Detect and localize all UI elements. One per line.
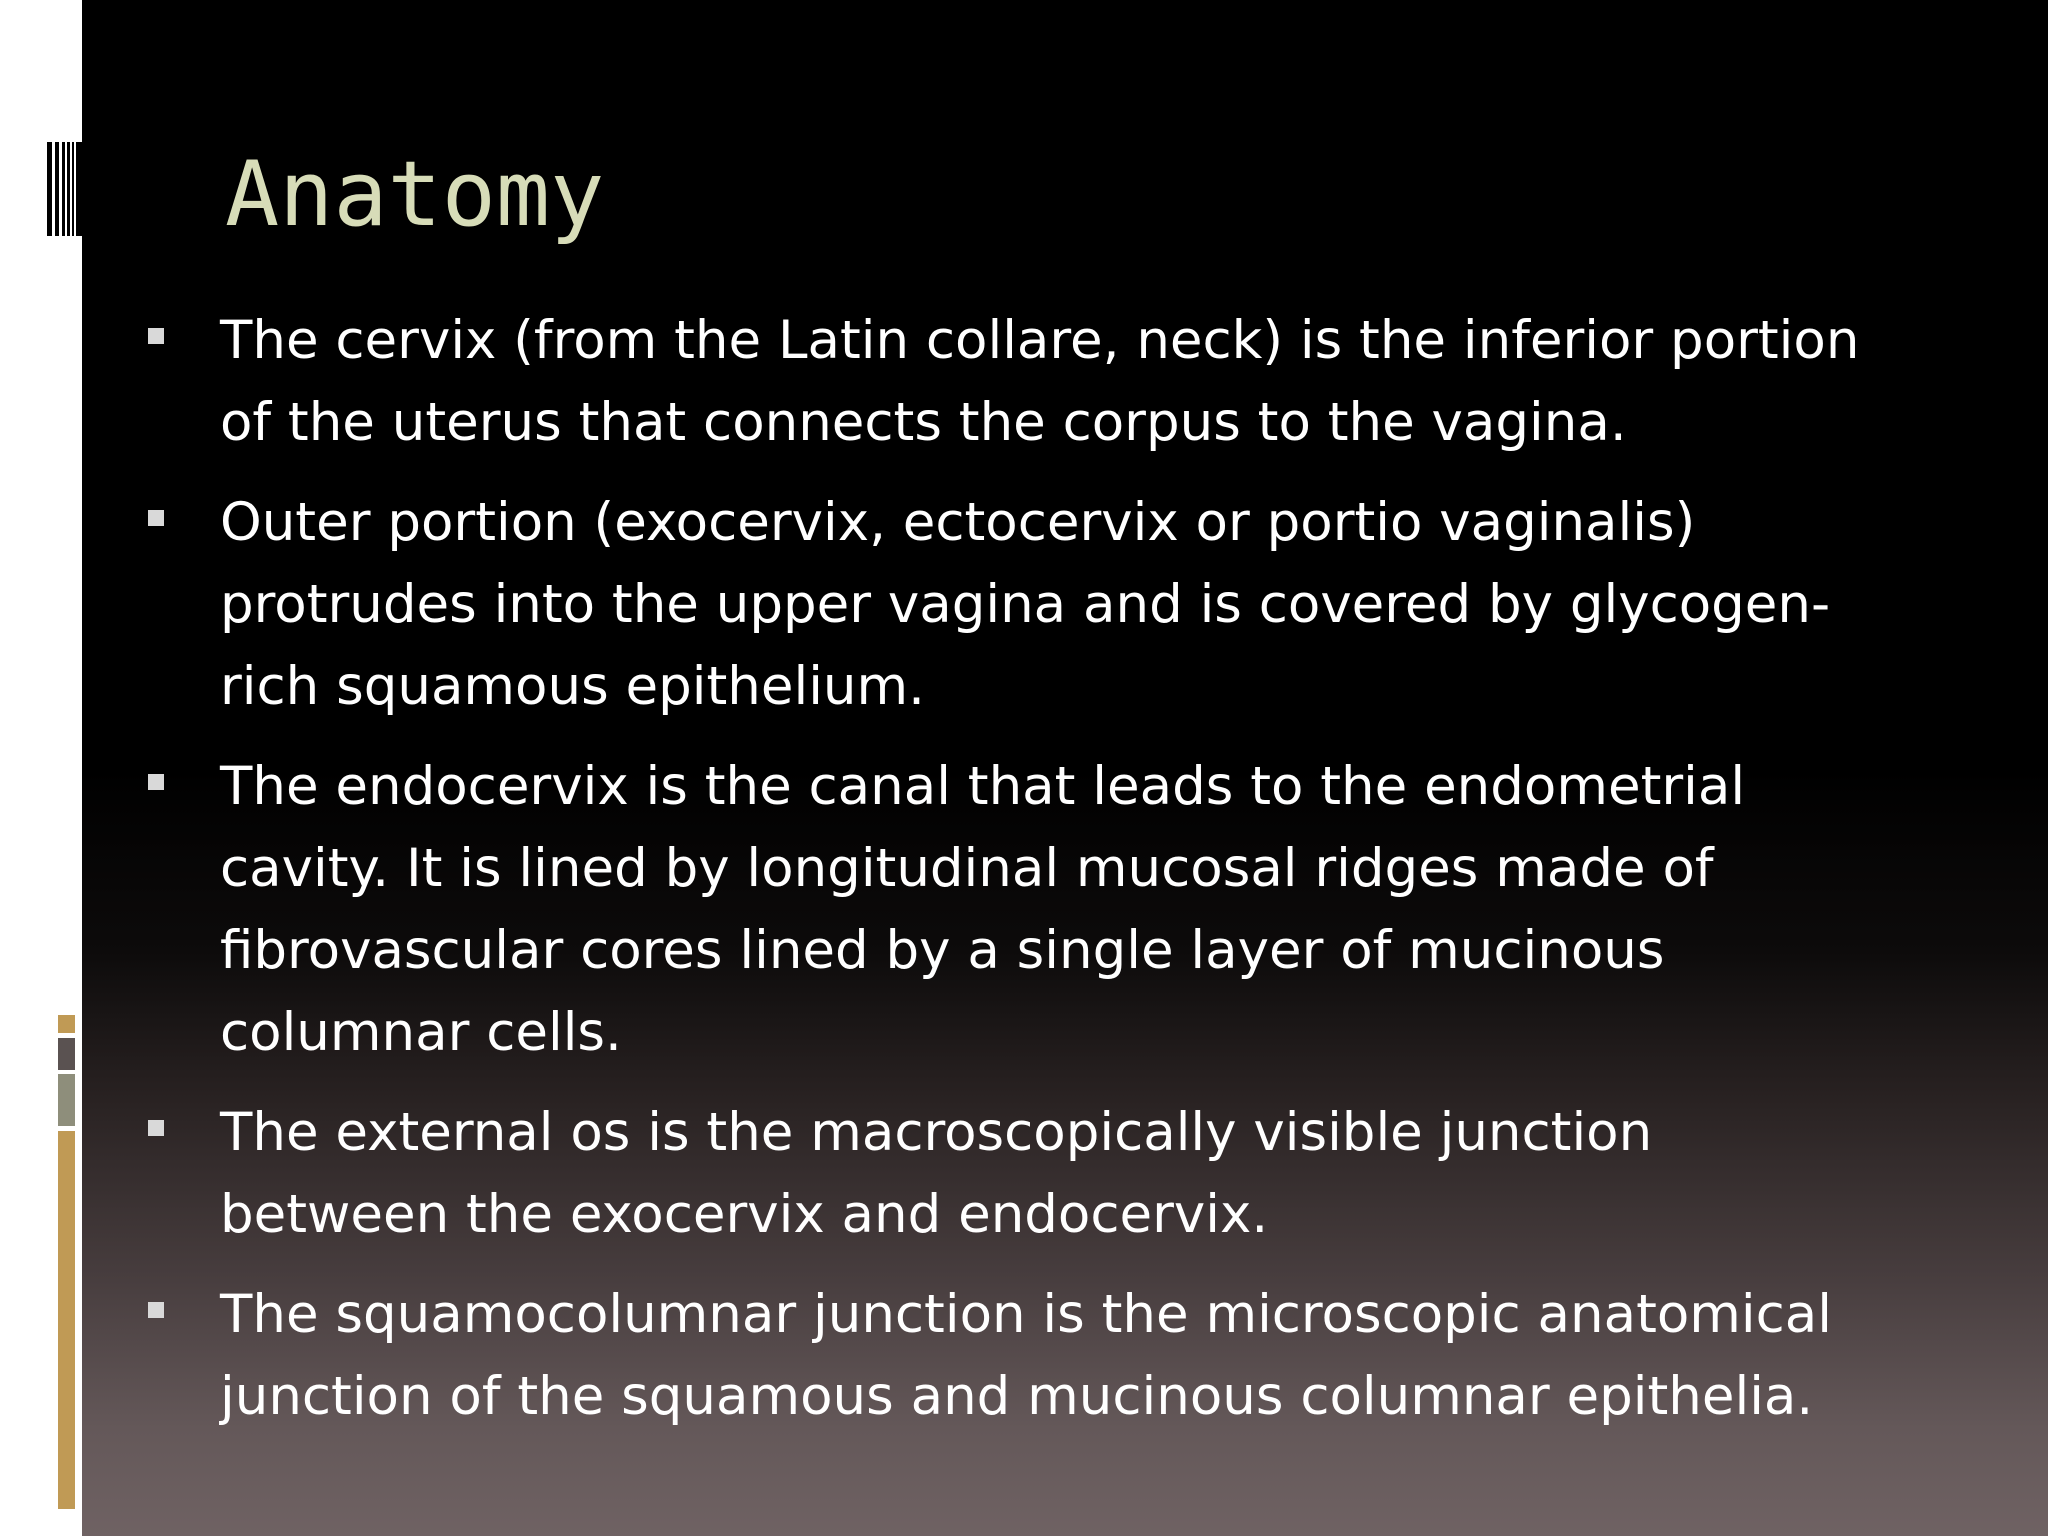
bullet-item — [140, 1274, 1960, 1438]
bullet-text-line: The endocervix is the canal that leads to the endometrial — [220, 756, 1746, 817]
bullet-text-line: The squamocolumnar junction is the microscopic anatomical — [220, 1284, 1832, 1345]
bullet-item — [140, 746, 1960, 1074]
bullet-item — [140, 1092, 1960, 1256]
bullet-text-line: The external os is the macroscopically visible junction — [220, 1102, 1653, 1163]
accent-bar-dark — [58, 1038, 75, 1070]
bullet-text-line: columnar cells. — [220, 1002, 622, 1063]
stripe — [62, 142, 65, 236]
stripe — [55, 142, 59, 236]
bullet-text-line: protrudes into the upper vagina and is covered by glycogen- — [220, 574, 1831, 635]
bullet-marker-icon — [148, 328, 164, 344]
stripe — [72, 142, 74, 236]
accent-bar-gold — [58, 1015, 75, 1033]
bullet-marker-icon — [148, 510, 164, 526]
bullet-text-line: between the exocervix and endocervix. — [220, 1184, 1269, 1245]
bullet-text-line: junction of the squamous and mucinous columnar epithelia. — [220, 1366, 1814, 1427]
slide-title: Anatomy — [225, 142, 605, 247]
bullet-text-line: rich squamous epithelium. — [220, 656, 925, 717]
bullet-text-line: The cervix (from the Latin collare, neck) is the inferior portion — [220, 310, 1860, 371]
bullet-list — [140, 300, 1960, 1456]
bullet-marker-icon — [148, 774, 164, 790]
bullet-text-line: of the uterus that connects the corpus to the vagina. — [220, 392, 1627, 453]
stripe — [67, 142, 70, 236]
bullet-marker-icon — [148, 1302, 164, 1318]
stripe — [47, 142, 52, 236]
bullet-text-line: fibrovascular cores lined by a single layer of mucinous — [220, 920, 1665, 981]
bullet-text-line: Outer portion (exocervix, ectocervix or portio vaginalis) — [220, 492, 1696, 553]
bullet-marker-icon — [148, 1120, 164, 1136]
bullet-text-line: cavity. It is lined by longitudinal mucosal ridges made of — [220, 838, 1714, 899]
accent-bar-gray — [58, 1074, 75, 1126]
accent-bar-gold-long — [58, 1131, 75, 1509]
bullet-item — [140, 300, 1960, 464]
bullet-item — [140, 482, 1960, 728]
